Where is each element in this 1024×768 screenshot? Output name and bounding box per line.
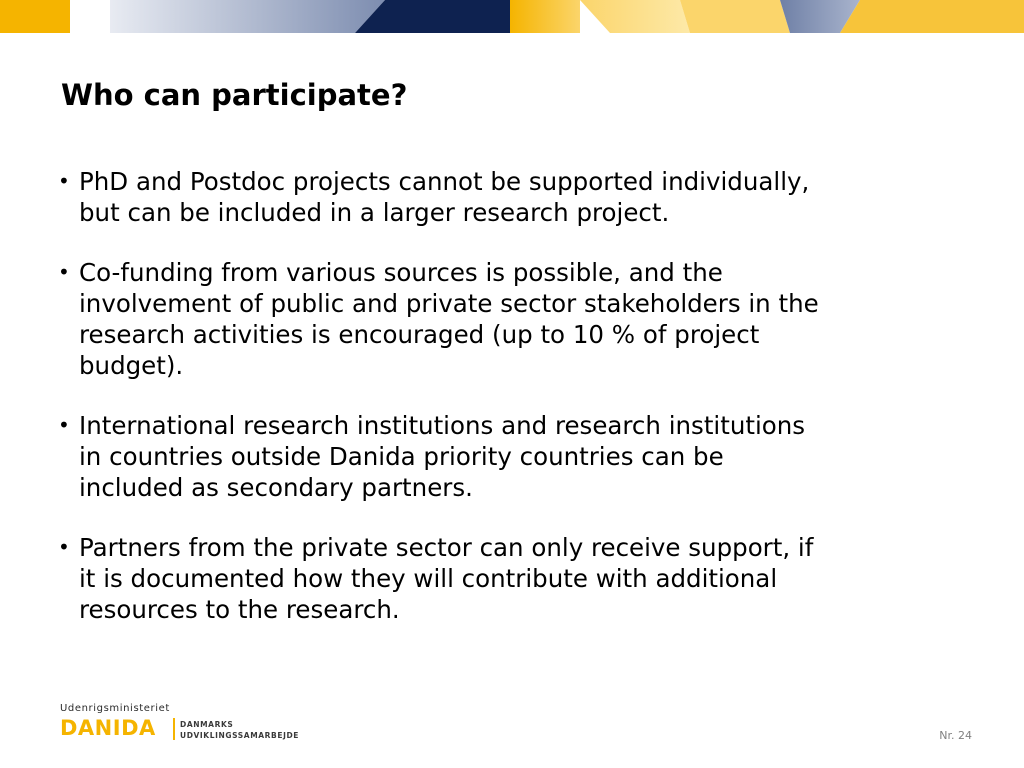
bullet-item — [58, 532, 958, 625]
bullet-text-line: included as secondary partners. — [79, 473, 473, 502]
danida-wordmark: DANIDA — [60, 716, 156, 740]
banner-stripe — [0, 0, 70, 33]
bullet-text-line: involvement of public and private sector stakeholders in the — [79, 289, 819, 318]
bullet-item — [58, 257, 958, 381]
bullet-text-line: Co-funding from various sources is possible, and the — [79, 258, 723, 287]
banner-stripe — [680, 0, 790, 33]
logo-divider — [173, 718, 175, 740]
bullet-text-line: Partners from the private sector can only receive support, if — [79, 533, 814, 562]
banner-stripe — [110, 0, 385, 33]
bullet-text-line: research activities is encouraged (up to 10 % of project — [79, 320, 760, 349]
banner-stripe — [70, 0, 110, 33]
bullet-icon: • — [58, 169, 70, 193]
ministry-label: Udenrigsministeriet — [60, 703, 170, 714]
banner-stripe — [580, 0, 690, 33]
bullet-text-line: budget). — [79, 351, 184, 380]
bullet-text-line: it is documented how they will contribute with additional — [79, 564, 778, 593]
bullet-item — [58, 410, 958, 503]
page-number: Nr. 24 — [939, 729, 972, 742]
bullet-text-line: in countries outside Danida priority countries can be — [79, 442, 724, 471]
bullet-text-line: resources to the research. — [79, 595, 400, 624]
banner-stripe — [840, 0, 1024, 33]
bullet-list — [58, 166, 958, 654]
header-banner — [0, 0, 1024, 33]
brand-subtitle-line: UDVIKLINGSSAMARBEJDE — [180, 731, 300, 740]
bullet-text-line: but can be included in a larger research project. — [79, 198, 670, 227]
bullet-text-line: International research institutions and research institutions — [79, 411, 806, 440]
brand-subtitle-line: DANMARKS — [180, 720, 234, 729]
banner-stripe — [510, 0, 580, 33]
bullet-icon: • — [58, 413, 70, 437]
bullet-item — [58, 166, 958, 228]
bullet-icon: • — [58, 260, 70, 284]
danida-logo — [60, 703, 300, 743]
bullet-text-line: PhD and Postdoc projects cannot be supported individually, — [79, 167, 810, 196]
bullet-icon: • — [58, 535, 70, 559]
slide-title: Who can participate? — [61, 78, 408, 112]
